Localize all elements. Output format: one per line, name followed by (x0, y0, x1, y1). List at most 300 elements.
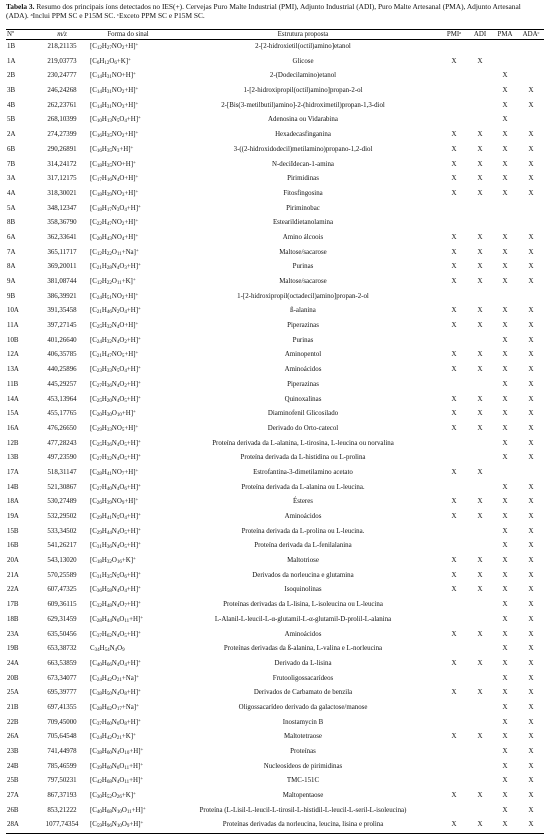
row-proposed-structure: 1-[2-hidroxipropil(octil)amino]propan-2-ol (243, 87, 363, 95)
row-ada-mark: X (528, 380, 534, 388)
row-pmi-mark: X (451, 586, 457, 594)
row-pma-mark: X (502, 586, 508, 594)
row-ada-mark: X (528, 336, 534, 344)
row-proposed-structure: Glicose (292, 57, 314, 65)
row-mz: 386,39921 (47, 292, 77, 300)
row-proposed-structure: Derivado da L-lisina (274, 659, 332, 667)
row-pmi-mark (440, 701, 468, 716)
row-mz: 673,34077 (47, 674, 77, 682)
row-adi-mark: X (477, 366, 483, 374)
row-signal-form: $[C_{16}H_{35}N_3+H]^+$ (90, 145, 134, 154)
row-proposed-structure: Piperazinas (287, 380, 319, 388)
row-signal-form: $[C_{25}H_{36}N_4O_5+H]^+$ (90, 439, 141, 448)
row-proposed-structure: Frutooligossacarídeos (272, 674, 334, 682)
row-adi-mark (468, 525, 492, 540)
row-ada-mark: X (528, 762, 534, 770)
row-number: 25B (7, 777, 19, 785)
row-pma-mark: X (502, 542, 508, 550)
row-pma-mark: X (502, 160, 508, 168)
row-pma-mark: X (502, 718, 508, 726)
row-pmi-mark: X (451, 630, 457, 638)
row-proposed-structure: Maltotetraose (284, 733, 322, 741)
row-number: 4A (7, 189, 16, 197)
table-row (6, 818, 544, 833)
row-mz: 455,17765 (47, 410, 77, 418)
row-mz: 262,23761 (47, 101, 77, 109)
row-pma-mark: X (502, 189, 508, 197)
row-signal-form: $[C_{18}H_{39}NO_3+H]^+$ (90, 189, 139, 198)
row-signal-form: $C_{34}H_{54}N_4O_9$ (90, 645, 125, 654)
row-adi-mark (468, 642, 492, 657)
row-mz: 219,03773 (47, 57, 77, 65)
row-adi-mark: X (477, 424, 483, 432)
header-mz (36, 30, 88, 40)
row-signal-form: $[C_{24}H_{32}N_4O_2+H]^+$ (90, 336, 141, 345)
row-proposed-structure: Oligossacarídeo derivado da galactose/manose (238, 703, 368, 711)
row-signal-form: $[C_{12}H_{27}NO_2+H]^+$ (90, 43, 139, 51)
row-adi-mark (468, 760, 492, 775)
row-signal-form: $[C_{27}H_{36}N_4O_2+H]^+$ (90, 380, 141, 389)
row-pma-mark: X (502, 72, 508, 80)
row-ada-mark: X (528, 703, 534, 711)
row-adi-mark (468, 69, 492, 84)
row-pmi-mark (440, 69, 468, 84)
table-row (6, 539, 544, 554)
table-row (6, 510, 544, 525)
row-pmi-mark (440, 760, 468, 775)
row-number: 2B (7, 72, 16, 80)
row-pmi-mark: X (451, 366, 457, 374)
row-proposed-structure: Proteína derivada da L-fenilalanina (254, 542, 352, 550)
row-ada-mark: X (528, 307, 534, 315)
row-adi-mark (468, 451, 492, 466)
row-ada-mark: X (528, 557, 534, 565)
row-pmi-mark (440, 525, 468, 540)
row-pma-mark: X (502, 659, 508, 667)
row-number: 13B (7, 454, 19, 462)
row-number: 19B (7, 645, 19, 653)
row-mz: 543,13020 (47, 557, 77, 565)
row-pma-mark: X (502, 689, 508, 697)
table-row (6, 437, 544, 452)
row-number: 18A (7, 498, 19, 506)
row-mz: 445,29257 (47, 380, 77, 388)
row-pma-mark: X (502, 336, 508, 344)
row-signal-form: $[C_{36}H_{58}N_4O_4+H]^+$ (90, 586, 141, 595)
row-ada-mark: X (528, 248, 534, 256)
table-container (6, 0, 544, 834)
table-row (6, 187, 544, 202)
row-number: 8A (7, 263, 16, 271)
row-adi-mark (468, 745, 492, 760)
row-pma-mark: X (502, 307, 508, 315)
row-pma-mark: X (502, 131, 508, 139)
row-ada-mark: X (528, 351, 534, 359)
table-row (6, 686, 544, 701)
table-row (6, 716, 544, 731)
row-signal-form: $[C_{28}H_{62}O_{17}+Na]^+$ (90, 703, 139, 712)
row-pmi-mark: X (451, 175, 457, 183)
row-number: 21A (7, 571, 19, 579)
row-adi-mark: X (477, 689, 483, 697)
row-pma-mark: X (502, 87, 508, 95)
row-ada-mark: X (528, 689, 534, 697)
row-signal-form: $[C_{24}H_{42}O_{21}+Na]^+$ (90, 674, 139, 683)
row-ada-mark: X (528, 189, 534, 197)
row-signal-form: $[C_{26}H_{39}NO_9+H]^+$ (90, 498, 139, 507)
table-row (6, 69, 544, 84)
row-pma-mark: X (502, 322, 508, 330)
row-pma-mark: X (502, 233, 508, 241)
row-signal-form: $[C_{23}H_{33}N_5O_4+H]^+$ (90, 366, 141, 375)
row-mz: 541,26217 (47, 542, 77, 550)
row-adi-mark: X (477, 630, 483, 638)
row-pma-mark: X (502, 733, 508, 741)
row-adi-mark: X (477, 322, 483, 330)
row-number: 10B (7, 336, 19, 344)
row-pmi-mark (440, 481, 468, 496)
row-number: 4B (7, 101, 16, 109)
row-signal-form: $[C_{29}H_{44}N_4O_5+H]^+$ (90, 527, 141, 536)
row-adi-mark: X (477, 57, 483, 65)
row-number: 15A (7, 410, 19, 418)
row-proposed-structure: Maltose/sacarose (279, 248, 327, 256)
row-pmi-mark: X (451, 792, 457, 800)
row-proposed-structure: TMC-151C (286, 777, 320, 785)
row-number: 2A (7, 131, 16, 139)
row-proposed-structure: Proteínas (290, 748, 316, 755)
row-number: 17A (7, 468, 19, 476)
row-pma-mark: X (492, 818, 518, 833)
row-mz: 218,21135 (47, 43, 77, 50)
row-mz: 406,35785 (47, 351, 77, 359)
row-ada-mark (518, 55, 544, 70)
row-mz: 785,46599 (47, 762, 77, 770)
row-signal-form: $[C_{40}H_{68}N_{10}O_{11}+H]^+$ (90, 806, 146, 815)
row-proposed-structure: 2-[2-hidroxietil(octil)amino]etanol (255, 43, 351, 50)
row-signal-form: $[C_{32}H_{48}N_4O_7+H]^+$ (90, 601, 141, 610)
header-adi: ADI (468, 30, 492, 40)
row-mz: 663,53859 (47, 659, 77, 667)
row-number: 18B (7, 615, 19, 623)
row-pma-mark (492, 290, 518, 305)
row-pmi-mark: X (451, 263, 457, 271)
row-mz: 369,20011 (47, 263, 77, 271)
row-ada-mark: X (528, 527, 534, 535)
row-mz: 1077,74354 (36, 818, 88, 833)
row-signal-form: $[C_{12}H_{22}O_{11}+Na]^+$ (90, 248, 139, 257)
row-proposed-structure: Aminoácidos (284, 630, 322, 638)
row-ada-mark: X (528, 542, 534, 550)
row-adi-mark: X (477, 586, 483, 594)
row-proposed-structure: Estrofantina-3-dimetilamino acetato (253, 468, 353, 476)
row-pmi-mark (440, 539, 468, 554)
row-pmi-mark (440, 290, 468, 305)
table-row (6, 40, 544, 55)
row-ada-mark: X (528, 748, 534, 755)
row-proposed-structure: 2-[Bis(3-metilbutil)amino]-2-(hidroximetil)propan-1,3-diol (221, 101, 385, 109)
row-adi-mark: X (477, 189, 483, 197)
row-mz: 476,26650 (47, 424, 77, 432)
row-mz: 440,25896 (47, 366, 77, 374)
table-row (6, 657, 544, 672)
row-pma-mark: X (502, 454, 508, 462)
row-adi-mark: X (477, 513, 483, 520)
row-proposed-structure: Maltotriose (287, 557, 319, 565)
row-pma-mark: X (502, 483, 508, 491)
row-number: 14A (7, 395, 19, 403)
table-row (6, 422, 544, 437)
table-row (6, 393, 544, 408)
row-proposed-structure: Adenosina ou Vidarabina (268, 116, 338, 124)
row-pmi-mark: X (451, 248, 457, 256)
row-mz: 635,50456 (47, 630, 77, 638)
row-ada-mark: X (528, 366, 534, 374)
row-ada-mark: X (528, 322, 534, 330)
table-row (6, 275, 544, 290)
row-adi-mark: X (477, 733, 483, 741)
table-row (6, 113, 544, 128)
row-adi-mark: X (477, 131, 483, 139)
row-ada-mark: X (528, 278, 534, 285)
header-signal-form: Forma do sinal (88, 30, 166, 40)
row-pma-mark: X (502, 263, 508, 271)
table-row (6, 99, 544, 114)
row-ada-mark: X (528, 145, 534, 153)
row-ada-mark: X (528, 101, 534, 109)
row-ada-mark: X (528, 718, 534, 726)
row-adi-mark: X (468, 818, 492, 833)
row-pma-mark (492, 466, 518, 481)
row-mz: 867,37193 (47, 792, 77, 800)
row-number: 6B (7, 145, 16, 153)
row-adi-mark (468, 378, 492, 393)
row-number: 1A (7, 57, 16, 65)
row-number: 24A (7, 659, 19, 667)
table-row (6, 466, 544, 481)
row-signal-form: $[C_{27}H_{32}N_4O_5+H]^+$ (90, 454, 141, 463)
row-adi-mark (468, 598, 492, 613)
row-proposed-structure: Derivados da norleucina e glutamina (252, 571, 354, 579)
table-row (6, 804, 544, 819)
row-pmi-mark (440, 613, 468, 628)
row-pmi-mark (440, 598, 468, 613)
row-pma-mark: X (502, 424, 508, 432)
row-number: 9B (7, 292, 16, 300)
row-number: 11A (7, 322, 19, 330)
row-ada-mark: X (528, 630, 534, 638)
table-row (6, 598, 544, 613)
row-ada-mark: X (528, 160, 534, 168)
row-ada-mark: X (528, 777, 534, 785)
row-pma-mark: X (502, 278, 508, 285)
row-ada-mark: X (528, 571, 534, 579)
row-adi-mark (468, 716, 492, 731)
row-pmi-mark (440, 437, 468, 452)
row-number: 20A (7, 557, 19, 565)
row-proposed-structure: Fitosfingosina (283, 189, 323, 197)
row-signal-form: $[C_{24}H_{42}O_{21}+K]^+$ (90, 733, 136, 742)
row-pmi-mark: X (451, 659, 457, 667)
table-row (6, 260, 544, 275)
row-mz: 453,13964 (47, 395, 77, 403)
row-adi-mark (468, 216, 492, 231)
table-row (6, 143, 544, 158)
row-signal-form: $[C_{37}H_{60}N_6O_8+H]^+$ (90, 718, 141, 727)
row-adi-mark: X (477, 233, 483, 241)
row-mz: 397,27145 (47, 322, 77, 330)
table-row (6, 554, 544, 569)
header-proposed-structure: Estrutura proposta (166, 30, 440, 40)
row-pma-mark: X (502, 571, 508, 579)
row-adi-mark (468, 613, 492, 628)
table-row (6, 495, 544, 510)
row-proposed-structure: Purinas (292, 336, 314, 344)
table-row (6, 701, 544, 716)
row-adi-mark (468, 437, 492, 452)
row-signal-form: $[C_{16}H_{35}NO_2+H]^+$ (90, 131, 139, 140)
row-pma-mark: X (502, 645, 508, 653)
row-proposed-structure: Purinas (292, 263, 314, 271)
row-ada-mark (518, 216, 544, 231)
row-number: 12B (7, 439, 19, 447)
row-mz: 318,30021 (47, 189, 77, 197)
row-number: 23B (7, 748, 19, 755)
row-number: 26A (7, 733, 19, 741)
row-pmi-mark (440, 774, 468, 789)
row-pmi-mark: X (451, 468, 457, 476)
row-pmi-mark: X (451, 424, 457, 432)
row-ada-mark: X (528, 439, 534, 447)
row-ada-mark: X (528, 498, 534, 506)
row-number: 16B (7, 542, 19, 550)
row-signal-form: $[C_{38}H_{60}N_4O_{10}+H]^+$ (90, 748, 144, 756)
row-proposed-structure: L-Alanil-L-leucil-L-α-glutamil-L-α-glutamil-D-prolil-L-alanina (214, 615, 392, 623)
row-ada-mark (518, 113, 544, 128)
table-row (6, 774, 544, 789)
row-pma-mark: X (502, 101, 508, 109)
row-mz: 709,45000 (47, 718, 77, 726)
row-number: 11B (7, 380, 19, 388)
row-mz: 268,10399 (47, 116, 77, 124)
row-ada-mark (518, 40, 544, 55)
row-pmi-mark (440, 672, 468, 687)
row-adi-mark (468, 202, 492, 217)
row-mz: 853,21222 (47, 806, 77, 814)
row-adi-mark (468, 113, 492, 128)
row-signal-form: $[C_{14}H_{31}NO_3+H]^+$ (90, 101, 139, 110)
row-pma-mark: X (502, 806, 508, 814)
row-mz: 532,29502 (47, 513, 77, 520)
row-pmi-mark: X (451, 307, 457, 315)
row-pma-mark: X (502, 777, 508, 785)
row-adi-mark: X (477, 498, 483, 506)
row-ada-mark: X (528, 175, 534, 183)
header-number: Nº (6, 30, 36, 40)
row-proposed-structure: Estearildietanolamina (272, 219, 334, 227)
table-row (6, 613, 544, 628)
row-pmi-mark (440, 216, 468, 231)
row-ada-mark: X (528, 586, 534, 594)
row-number: 8B (7, 219, 16, 227)
row-pma-mark: X (502, 557, 508, 565)
row-number: 1B (7, 43, 16, 50)
row-adi-mark: X (477, 175, 483, 183)
row-signal-form: $[C_{37}H_{62}N_4O_5+H]^+$ (90, 630, 141, 639)
row-adi-mark: X (477, 410, 483, 418)
row-pmi-mark: X (451, 733, 457, 741)
row-adi-mark (468, 539, 492, 554)
row-signal-form: $[C_{21}H_{46}N_2O_4+H]^+$ (90, 307, 141, 316)
table-row (6, 202, 544, 217)
row-ada-mark: X (528, 395, 534, 403)
row-number: 14B (7, 483, 19, 491)
row-pma-mark: X (502, 527, 508, 535)
row-mz: 348,12347 (47, 204, 77, 212)
row-mz: 362,33641 (47, 233, 77, 241)
row-proposed-structure: Proteínas derivadas da norleucina, leucina, lisina e prolina (166, 818, 440, 833)
row-ada-mark: X (528, 645, 534, 653)
row-number: 22A (7, 586, 19, 594)
row-pmi-mark: X (451, 322, 457, 330)
header-mz-text: m/z (57, 31, 67, 38)
table-row (6, 525, 544, 540)
row-signal-form: $[C_{17}H_{16}N_4O+H]^+$ (90, 175, 139, 184)
row-mz: 477,28243 (47, 439, 77, 447)
row-mz: 381,08744 (47, 278, 77, 285)
row-ada-mark: X (528, 263, 534, 271)
row-proposed-structure: Maltopentaose (282, 792, 324, 800)
row-pmi-mark (440, 378, 468, 393)
row-ada-mark (518, 290, 544, 305)
row-signal-form: $[C_{24}H_{51}NO_2+H]^+$ (90, 292, 139, 301)
row-adi-mark: X (477, 659, 483, 667)
row-pma-mark: X (502, 439, 508, 447)
row-proposed-structure: Derivado do Orto-catecol (267, 424, 339, 432)
row-proposed-structure: Inostamycin B (282, 718, 324, 726)
row-mz: 533,34502 (47, 527, 77, 535)
row-signal-form: $[C_{21}H_{47}NO_5+H]^+$ (90, 351, 139, 360)
row-signal-form: $[C_{25}H_{32}N_4O+H]^+$ (90, 322, 139, 331)
row-signal-form: $[C_{21}H_{28}N_4O_3+H]^+$ (90, 263, 141, 272)
row-pma-mark: X (502, 175, 508, 183)
row-pma-mark: X (502, 615, 508, 623)
table-row (6, 407, 544, 422)
row-signal-form: $[C_{30}H_{52}O_{26}+K]^+$ (90, 792, 136, 801)
table-row (6, 672, 544, 687)
row-ada-mark: X (528, 674, 534, 682)
row-pma-mark: X (502, 395, 508, 403)
row-adi-mark (468, 99, 492, 114)
table-row (6, 451, 544, 466)
row-proposed-structure: Aminoácidos (284, 513, 322, 520)
row-pma-mark: X (502, 630, 508, 638)
row-ada-mark: X (528, 87, 534, 95)
row-pma-mark: X (502, 410, 508, 418)
row-adi-mark: X (477, 351, 483, 359)
row-proposed-structure: Amino álcoois (282, 233, 324, 241)
row-ada-mark: X (528, 601, 534, 609)
row-proposed-structure: Piriminobac (286, 204, 320, 212)
row-number: 7B (7, 160, 16, 168)
row-signal-form: $[C_{28}H_{44}N_6O_{11}+H]^+$ (90, 615, 144, 624)
row-ada-mark: X (528, 424, 534, 432)
row-mz: 521,30867 (47, 483, 77, 491)
row-mz: 314,24172 (47, 160, 77, 168)
row-proposed-structure: Diaminofenil Glicosilado (267, 410, 339, 418)
row-pma-mark: X (502, 748, 508, 755)
row-number: 19A (7, 513, 19, 520)
